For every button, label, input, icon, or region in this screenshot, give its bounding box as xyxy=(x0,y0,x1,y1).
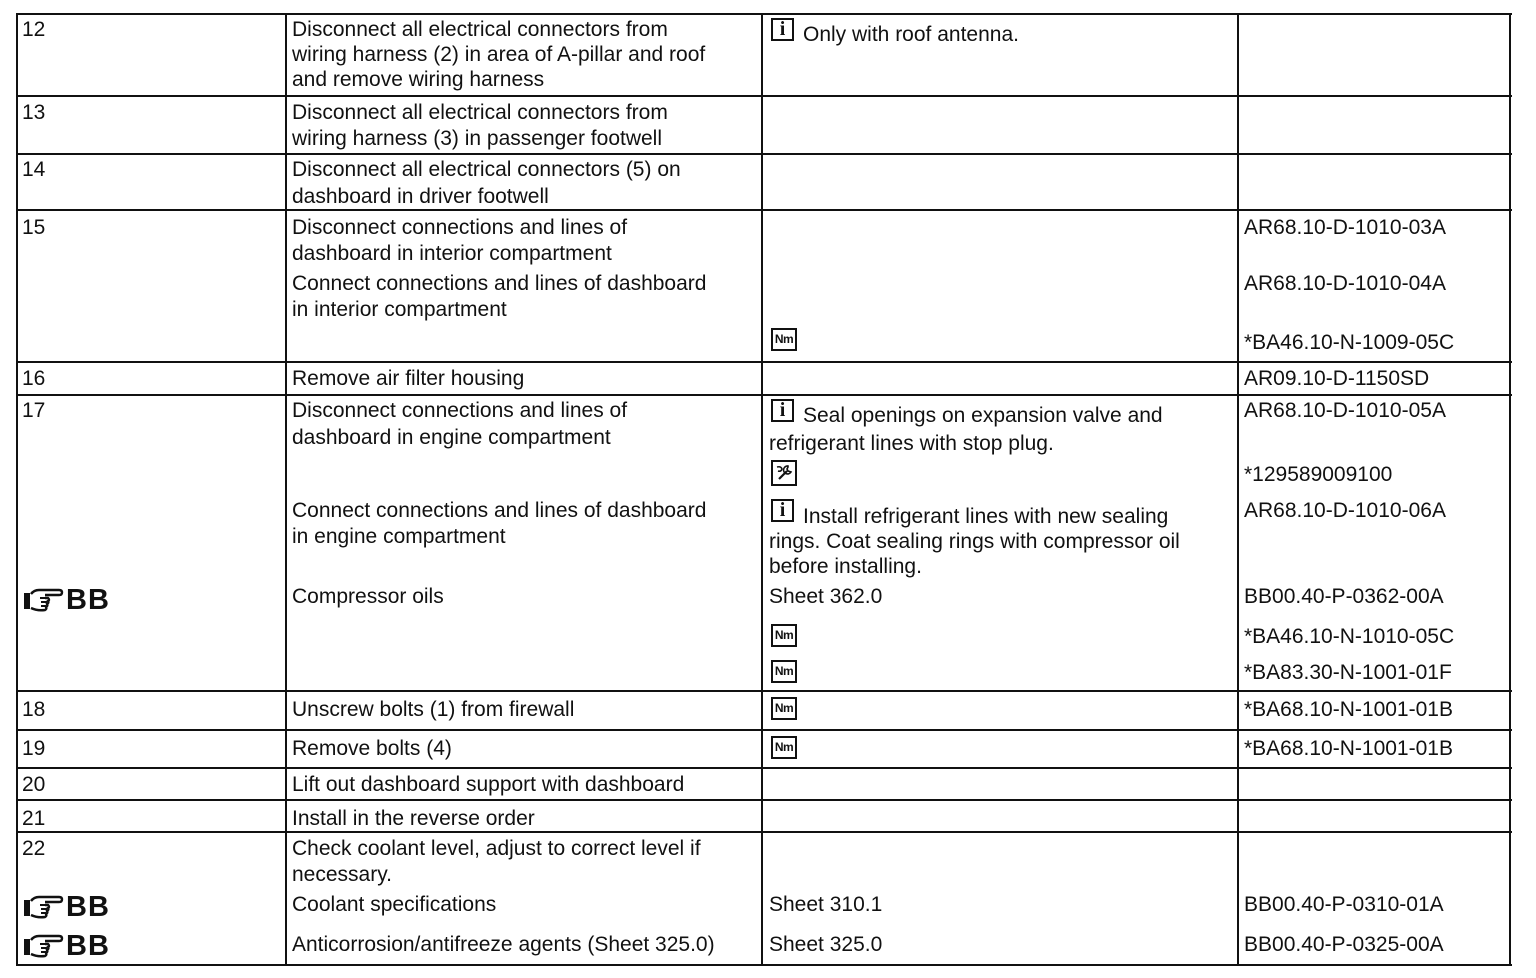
step-text: Remove air filter housing xyxy=(292,367,525,390)
step-text: in engine compartment xyxy=(292,525,506,548)
step-text: wiring harness (2) in area of A-pillar and roof xyxy=(292,43,706,66)
torque-nm-icon: Nm xyxy=(771,697,797,720)
reference-code: *129589009100 xyxy=(1244,463,1393,486)
reference-code: AR68.10-D-1010-03A xyxy=(1244,216,1446,239)
reference-code: AR68.10-D-1010-04A xyxy=(1244,272,1446,295)
step-number: 22 xyxy=(22,837,46,860)
bb-label: BB xyxy=(66,584,110,616)
table-border-left xyxy=(16,13,18,966)
reference-code: *BA68.10-N-1001-01B xyxy=(1244,698,1453,721)
reference-code: *BA46.10-N-1009-05C xyxy=(1244,331,1455,354)
row-divider xyxy=(16,767,1512,769)
note-text: Only with roof antenna. xyxy=(803,23,1019,46)
row-divider xyxy=(16,690,1512,692)
sheet-reference: Sheet 310.1 xyxy=(769,893,883,916)
step-text: Check coolant level, adjust to correct level if xyxy=(292,837,701,860)
step-text: necessary. xyxy=(292,863,392,886)
step-text: Disconnect all electrical connectors from xyxy=(292,18,668,41)
note-text: before installing. xyxy=(769,555,922,578)
column-divider-1 xyxy=(285,13,287,966)
sheet-reference: Sheet 362.0 xyxy=(769,585,883,608)
row-divider xyxy=(16,729,1512,731)
table-border-right xyxy=(1509,13,1511,966)
pointing-hand-icon xyxy=(22,585,64,615)
step-text: Disconnect connections and lines of xyxy=(292,216,628,239)
step-text: Anticorrosion/antifreeze agents (Sheet 325.0) xyxy=(292,933,715,956)
torque-nm-icon: Nm xyxy=(771,660,797,683)
step-text: Remove bolts (4) xyxy=(292,737,452,760)
step-text: Connect connections and lines of dashboard xyxy=(292,499,707,522)
step-text: Lift out dashboard support with dashboard xyxy=(292,773,685,796)
reference-code: AR09.10-D-1150SD xyxy=(1244,367,1430,390)
reference-code: *BA68.10-N-1001-01B xyxy=(1244,737,1453,760)
note-text: refrigerant lines with stop plug. xyxy=(769,432,1054,455)
column-divider-2 xyxy=(761,13,763,966)
reference-code: *BA46.10-N-1010-05C xyxy=(1244,625,1455,648)
reference-code: AR68.10-D-1010-06A xyxy=(1244,499,1446,522)
step-text: Unscrew bolts (1) from firewall xyxy=(292,698,575,721)
step-number: 12 xyxy=(22,18,46,41)
info-icon: i xyxy=(771,499,794,522)
row-divider xyxy=(16,13,1512,15)
row-divider xyxy=(16,153,1512,155)
pointing-hand-icon xyxy=(22,892,64,922)
reference-code: BB00.40-P-0310-01A xyxy=(1244,893,1444,916)
note-text: rings. Coat sealing rings with compressor oil xyxy=(769,530,1180,553)
step-text: dashboard in interior compartment xyxy=(292,242,612,265)
step-text: dashboard in engine compartment xyxy=(292,426,611,449)
row-divider xyxy=(16,964,1512,966)
step-number: 15 xyxy=(22,216,46,239)
step-text: Connect connections and lines of dashboard xyxy=(292,272,707,295)
note-text: Seal openings on expansion valve and xyxy=(803,404,1163,427)
procedure-table xyxy=(16,13,1512,966)
row-divider xyxy=(16,799,1512,801)
row-divider xyxy=(16,361,1512,363)
step-number: 13 xyxy=(22,101,46,124)
torque-nm-icon: Nm xyxy=(771,624,797,647)
note-text: Install refrigerant lines with new sealing xyxy=(803,505,1169,528)
info-icon: i xyxy=(771,18,794,41)
step-number: 14 xyxy=(22,158,46,181)
step-text: dashboard in driver footwell xyxy=(292,185,549,208)
step-text: Install in the reverse order xyxy=(292,807,535,830)
row-divider xyxy=(16,831,1512,833)
reference-code: BB00.40-P-0362-00A xyxy=(1244,585,1444,608)
step-number: 18 xyxy=(22,698,46,721)
row-divider xyxy=(16,95,1512,97)
torque-nm-icon: Nm xyxy=(771,736,797,759)
step-number: 19 xyxy=(22,737,46,760)
step-text: and remove wiring harness xyxy=(292,68,545,91)
reference-code: *BA83.30-N-1001-01F xyxy=(1244,661,1452,684)
step-text: Disconnect all electrical connectors (5) on xyxy=(292,158,681,181)
step-number: 17 xyxy=(22,399,46,422)
step-text: Disconnect connections and lines of xyxy=(292,399,628,422)
column-divider-3 xyxy=(1237,13,1239,966)
bb-label: BB xyxy=(66,930,110,962)
step-text: wiring harness (3) in passenger footwell xyxy=(292,127,663,150)
step-text: Disconnect all electrical connectors from xyxy=(292,101,668,124)
step-text: in interior compartment xyxy=(292,298,507,321)
reference-code: AR68.10-D-1010-05A xyxy=(1244,399,1446,422)
step-number: 21 xyxy=(22,807,46,830)
info-icon: i xyxy=(771,399,794,422)
row-divider xyxy=(16,209,1512,211)
bb-label: BB xyxy=(66,891,110,923)
sheet-reference: Sheet 325.0 xyxy=(769,933,883,956)
special-tool-icon xyxy=(771,460,797,486)
step-text: Compressor oils xyxy=(292,585,444,608)
step-text: Coolant specifications xyxy=(292,893,497,916)
reference-code: BB00.40-P-0325-00A xyxy=(1244,933,1444,956)
step-number: 20 xyxy=(22,773,46,796)
torque-nm-icon: Nm xyxy=(771,328,797,351)
row-divider xyxy=(16,394,1512,396)
pointing-hand-icon xyxy=(22,931,64,961)
step-number: 16 xyxy=(22,367,46,390)
